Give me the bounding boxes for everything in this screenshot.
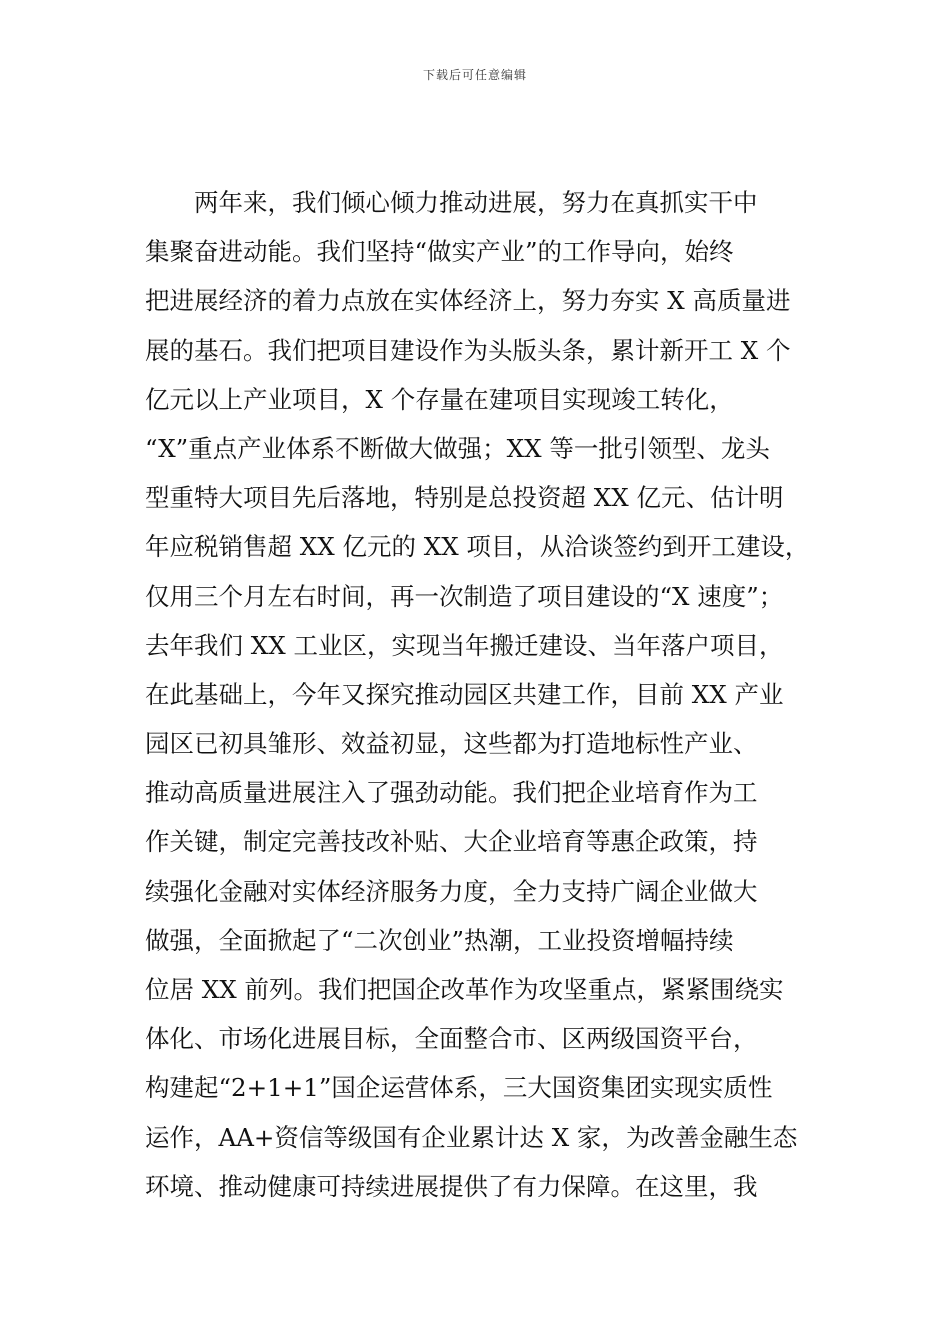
text-line: 构建起“2+1+1”国企运营体系，三大国资集团实现实质性 [145, 1073, 773, 1103]
text-line: 型重特大项目先后落地，特别是总投资超 XX 亿元、估计明 [145, 483, 784, 513]
text-line: 做强，全面掀起了“二次创业”热潮，工业投资增幅持续 [145, 925, 734, 955]
text-line: 位居 XX 前列。我们把国企改革作为攻坚重点，紧紧围绕实 [145, 975, 784, 1004]
text-line: 在此基础上，今年又探究推动园区共建工作，目前 XX 产业 [145, 679, 784, 709]
text-line: 运作，AA+资信等级国有企业累计达 X 家，为改善金融生态 [145, 1122, 798, 1152]
text-line: 两年来，我们倾心倾力推动进展，努力在真抓实干中 [194, 188, 758, 217]
text-line: 作关键，制定完善技改补贴、大企业培育等惠企政策，持 [145, 827, 758, 857]
text-line: 体化、市场化进展目标，全面整合市、区两级国资平台， [145, 1024, 758, 1054]
text-line: 把进展经济的着力点放在实体经济上，努力夯实 X 高质量进 [145, 286, 791, 316]
text-line: 去年我们 XX 工业区，实现当年搬迁建设、当年落户项目， [145, 630, 784, 660]
text-line: 集聚奋进动能。我们坚持“做实产业”的工作导向，始终 [145, 237, 734, 267]
text-line: “X”重点产业体系不断做大做强；XX 等一批引领型、龙头 [145, 433, 770, 463]
text-line: 年应税销售超 XX 亿元的 XX 项目，从洽谈签约到开工建设， [145, 532, 810, 562]
header-note: 下载后可任意编辑 [422, 68, 527, 82]
text-line: 环境、推动健康可持续进展提供了有力保障。在这里，我 [145, 1171, 758, 1201]
text-line: 园区已初具雏形、效益初显，这些都为打造地标性产业、 [145, 729, 758, 759]
text-line: 展的基石。我们把项目建设作为头版头条，累计新开工 X 个 [145, 335, 791, 365]
text-line: 推动高质量进展注入了强劲动能。我们把企业培育作为工 [145, 778, 758, 808]
body-paragraph [145, 178, 810, 1211]
text-line: 仅用三个月左右时间，再一次制造了项目建设的“X 速度”； [145, 581, 784, 611]
text-line: 亿元以上产业项目，X 个存量在建项目实现竣工转化， [145, 384, 734, 414]
text-line: 续强化金融对实体经济服务力度，全力支持广阔企业做大 [145, 876, 758, 906]
